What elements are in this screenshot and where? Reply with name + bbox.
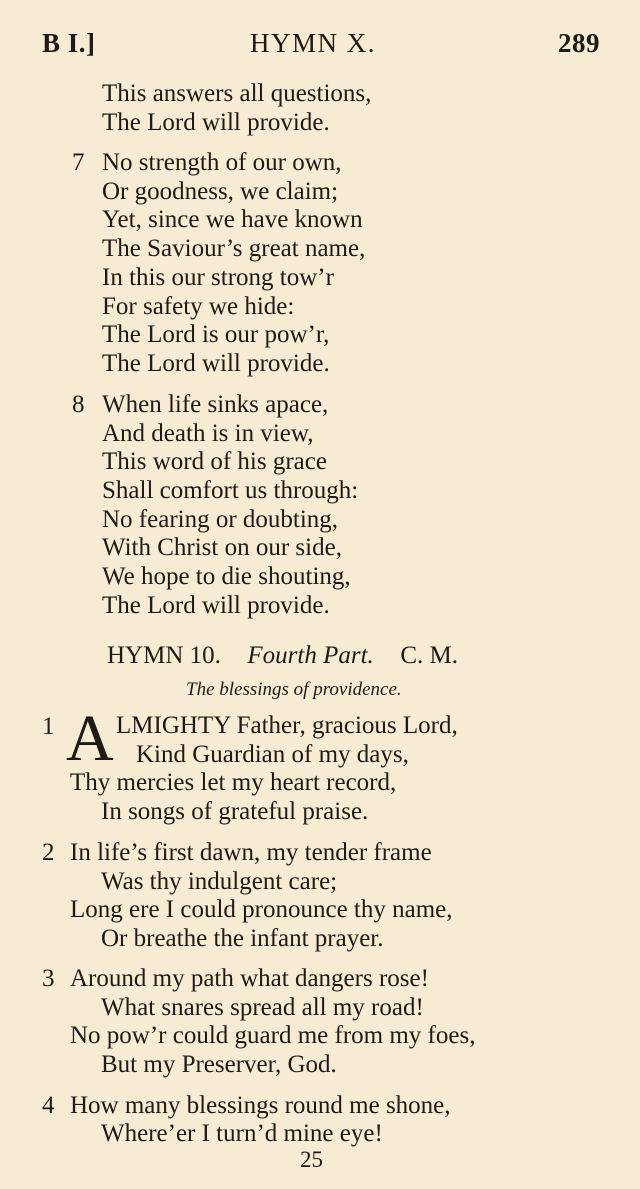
verse-line: In songs of grateful praise.: [101, 798, 369, 825]
verse-line: No pow’r could guard me from my foes,: [70, 1022, 476, 1049]
hymn-number: HYMN 10.: [107, 642, 221, 669]
verse-line: When life sinks apace,: [102, 391, 329, 418]
verse-line: Or breathe the infant prayer.: [101, 925, 384, 952]
verse-line: How many blessings round me shone,: [70, 1092, 451, 1119]
hymn-title: [107, 642, 458, 670]
hymn-part: Fourth Part.: [247, 642, 374, 669]
verse-line: Kind Guardian of my days,: [136, 741, 409, 768]
running-head-book: B I.]: [42, 28, 96, 58]
verse-line: Long ere I could pronounce thy name,: [70, 896, 453, 923]
verse-line: Thy mercies let my heart record,: [70, 769, 397, 796]
verse-number: 2: [42, 839, 55, 866]
page-number: 289: [558, 28, 600, 58]
hymn-meter: C. M.: [400, 642, 458, 669]
verse-number: 7: [72, 149, 85, 176]
verse-line: This word of his grace: [102, 448, 327, 475]
verse-line: Shall comfort us through:: [102, 477, 359, 504]
verse-line: The Lord will provide.: [102, 592, 330, 619]
running-head-title: HYMN X.: [250, 28, 377, 58]
verse-line: With Christ on our side,: [102, 534, 342, 561]
drop-cap: A: [66, 702, 114, 775]
verse-number: 4: [42, 1092, 55, 1119]
verse-line: Was thy indulgent care;: [101, 868, 338, 895]
verse-line: In this our strong tow’r: [102, 264, 334, 291]
verse-number: 8: [72, 391, 85, 418]
verse-line: We hope to die shouting,: [102, 563, 351, 590]
verse-line: The Lord will provide.: [102, 109, 330, 136]
verse-line: Yet, since we have known: [102, 206, 363, 233]
verse-line: The Lord will provide.: [102, 350, 330, 377]
verse-line: And death is in view,: [102, 420, 314, 447]
verse-line: For safety we hide:: [102, 293, 295, 320]
verse-line: No strength of our own,: [102, 149, 342, 176]
verse-line: Or goodness, we claim;: [102, 178, 339, 205]
verse-line: Around my path what dangers rose!: [70, 965, 429, 992]
hymn-subtitle: The blessings of providence.: [186, 679, 402, 700]
verse-line: LMIGHTY Father, gracious Lord,: [116, 712, 458, 739]
verse-line: Where’er I turn’d mine eye!: [101, 1120, 383, 1147]
verse-line: No fearing or doubting,: [102, 506, 339, 533]
verse-number: 3: [42, 965, 55, 992]
signature-mark: 25: [300, 1147, 323, 1172]
verse-line: But my Preserver, God.: [101, 1051, 337, 1078]
verse-line: What snares spread all my road!: [101, 994, 424, 1021]
verse-line: The Saviour’s great name,: [102, 235, 366, 262]
verse-line: This answers all questions,: [102, 80, 372, 107]
verse-line: In life’s first dawn, my tender frame: [70, 839, 432, 866]
verse-line: The Lord is our pow’r,: [102, 321, 330, 348]
verse-number: 1: [42, 713, 55, 740]
